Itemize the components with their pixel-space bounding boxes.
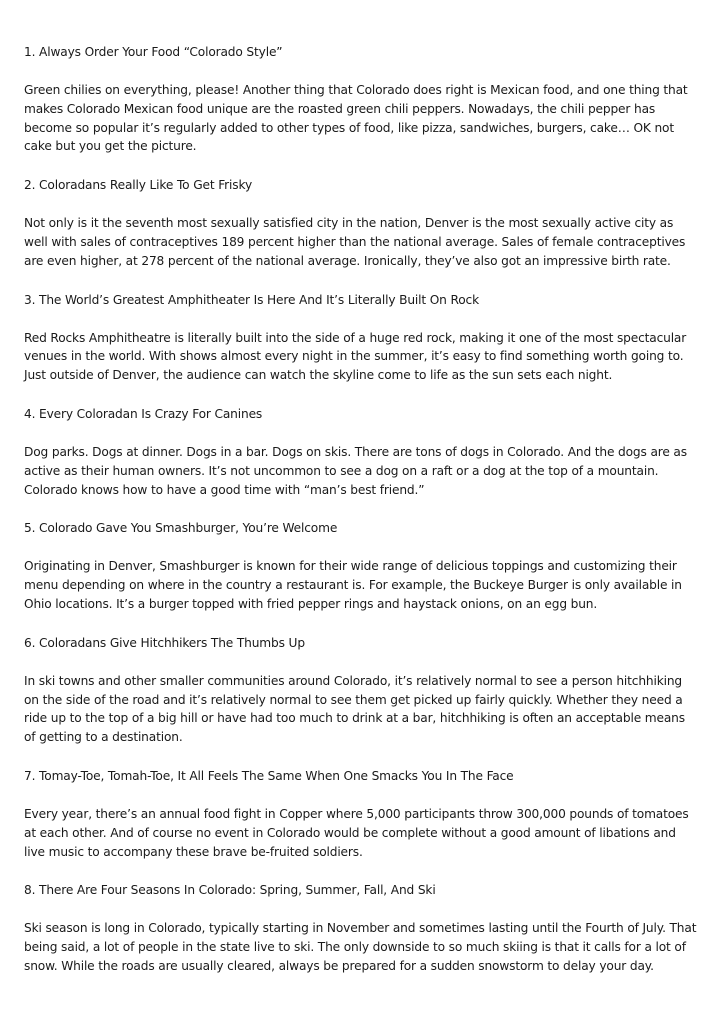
section-4 — [24, 405, 698, 499]
section-heading: 4. Every Coloradan Is Crazy For Canines — [24, 406, 263, 421]
section-body: Every year, there’s an annual food fight in Copper where 5,000 participants throw 300,000 pounds of tomatoes at each other. And of course no event in Colorado would be complete without a good amount of libations and live music to accompany these brave be-fruited soldiers. — [24, 806, 689, 859]
section-2 — [24, 176, 698, 270]
section-body: Originating in Denver, Smashburger is known for their wide range of delicious toppings and customizing their menu depending on where in the country a restaurant is. For example, the Buckeye Burger is only available in Ohio locations. It’s a burger topped with fried pepper rings and haystack onions, on an egg bun. — [24, 559, 682, 611]
section-heading: 6. Coloradans Give Hitchhikers The Thumbs Up — [24, 635, 305, 650]
section-6 — [24, 634, 698, 747]
section-7 — [24, 767, 698, 861]
section-body: Not only is it the seventh most sexually satisfied city in the nation, Denver is the most sexually active city as well with sales of contraceptives 189 percent higher than the national average. Sales of female contraceptives are even higher, at 278 percent of the national average. Ironically, they’ve also got an impressive birth rate. — [24, 216, 686, 268]
section-body: Red Rocks Amphitheatre is literally built into the side of a huge red rock, making it one of the most spectacular venues in the world. With shows almost every night in the summer, it’s easy to find something worth going to. Just outside of Denver, the audience can watch the skyline come to life as the sun sets each night. — [24, 330, 687, 383]
section-8 — [24, 881, 698, 975]
section-body: Green chilies on everything, please! Another thing that Colorado does right is Mexican food, and one thing that makes Colorado Mexican food unique are the roasted green chili peppers. Nowadays, the chili pepper has become so popular it’s regularly added to other types of food, like pizza, sandwiches, burgers, cake… OK not cake but you get the picture. — [24, 83, 688, 154]
section-body: Dog parks. Dogs at dinner. Dogs in a bar. Dogs on skis. There are tons of dogs in Colorado. And the dogs are as active as their human owners. It’s not uncommon to see a dog on a raft or a dog at the top of a mountain. Colorado knows how to have a good time with “man’s best friend.” — [24, 444, 687, 497]
section-heading: 8. There Are Four Seasons In Colorado: Spring, Summer, Fall, And Ski — [24, 883, 436, 898]
section-3 — [24, 291, 698, 385]
section-heading: 2. Coloradans Really Like To Get Frisky — [24, 178, 253, 193]
section-heading: 1. Always Order Your Food “Colorado Style” — [24, 45, 283, 59]
section-body: Ski season is long in Colorado, typically starting in November and sometimes lasting until the Fourth of July. That being said, a lot of people in the state live to ski. The only downside to so much skiing is that it calls for a lot of snow. While the roads are usually cleared, always be prepared for a sudden snowstorm to delay your day. — [24, 921, 697, 973]
section-body: In ski towns and other smaller communities around Colorado, it’s relatively normal to see a person hitchhiking on the side of the road and it’s relatively normal to see them get picked up fairly quickly. Whether they need a ride up to the top of a big hill or have had too much to drink at a bar, hitchhiking is often an acceptable means of getting to a destination. — [24, 673, 685, 745]
section-5 — [24, 519, 698, 613]
section-1 — [24, 43, 698, 156]
section-heading: 7. Tomay-Toe, Tomah-Toe, It All Feels The Same When One Smacks You In The Face — [24, 768, 514, 783]
section-heading: 3. The World’s Greatest Amphitheater Is Here And It’s Literally Built On Rock — [24, 292, 480, 307]
section-heading: 5. Colorado Gave You Smashburger, You’re Welcome — [24, 521, 338, 536]
